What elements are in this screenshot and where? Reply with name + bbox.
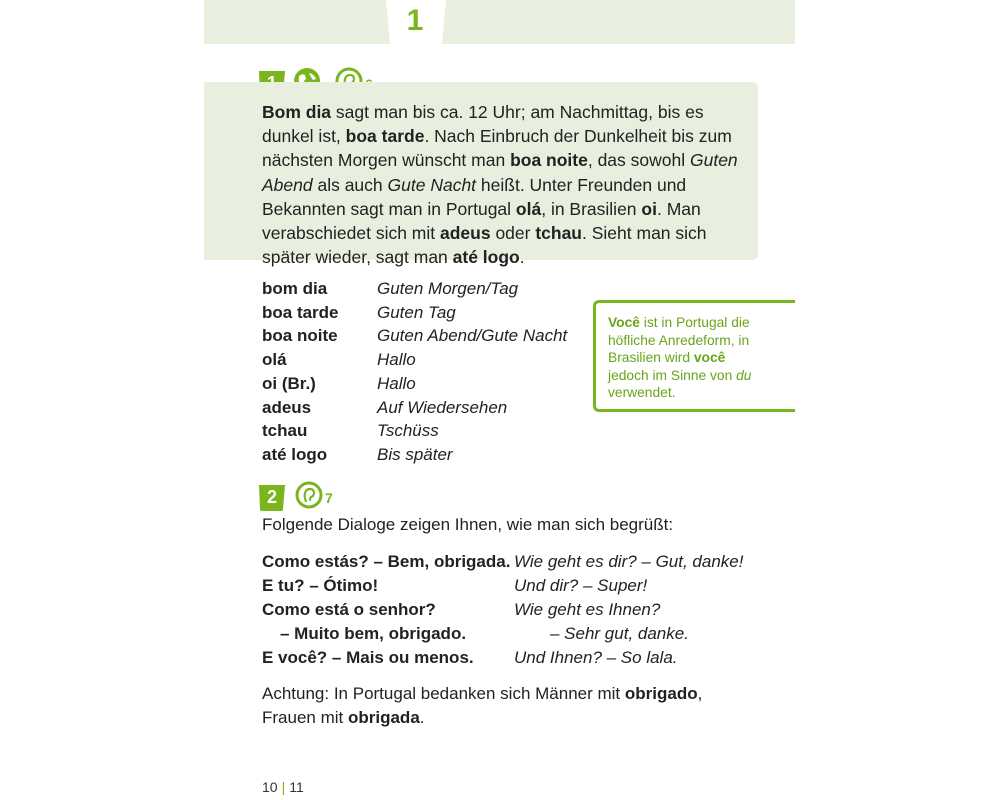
vocab-row: bom dia Guten Morgen/Tag <box>262 279 519 298</box>
dialog-row: Como estás? – Bem, obrigada. Wie geht es dir? – Gut, danke! <box>262 552 744 571</box>
vocab-row: olá Hallo <box>262 350 416 370</box>
dialog-row: Como está o senhor? Wie geht es Ihnen? <box>262 600 661 619</box>
audio-track-number: 7 <box>325 489 333 506</box>
dialog-row: E você? – Mais ou menos. Und Ihnen? – So lala. <box>262 648 678 667</box>
intro-paragraph: Bom dia sagt man bis ca. 12 Uhr; am Nachmittag, bis es dunkel ist, boa tarde. Nach Einbruch der Dunkelheit bis zum nächsten Morgen wünscht man boa noite, das sowohl Guten Abend als auch Gute Nacht heißt. Unter Freunden und Bekannten sagt man in Portugal olá, in Brasilien oi. Man verabschiedet sich mit adeus oder tchau. Sieht man sich später wieder, sagt man até logo. <box>262 102 738 268</box>
vocab-row: adeus Auf Wiedersehen <box>262 397 508 417</box>
dialog-row: – Muito bem, obrigado. – Sehr gut, danke. <box>280 624 689 643</box>
attention-paragraph: Achtung: In Portugal bedanken sich Männer mit obrigado, Frauen mit obrigada. <box>262 684 703 727</box>
ear-audio-icon[interactable] <box>295 481 323 514</box>
dialog-intro: Folgende Dialoge zeigen Ihnen, wie man sich begrüßt: <box>262 515 674 534</box>
chapter-header-band <box>204 0 795 44</box>
vocab-row: boa tarde Guten Tag <box>262 302 456 322</box>
vocab-row: tchau Tschüss <box>262 421 439 441</box>
vocab-row: oi (Br.) Hallo <box>262 373 416 393</box>
info-note-text: Você ist in Portugal die höfliche Anredeform, in Brasilien wird você jedoch im Sinne von du verwendet. <box>608 315 752 401</box>
section-2-marker <box>259 481 333 514</box>
dialog-list <box>262 550 743 670</box>
vocab-row: até logo Bis später <box>262 444 453 464</box>
section-2-badge: 2 <box>259 485 287 511</box>
dialog-row: E tu? – Ótimo! Und dir? – Super! <box>262 576 648 595</box>
chapter-number: 1 <box>406 4 424 37</box>
page-numbers: 10 | 11 <box>262 779 304 795</box>
vocabulary-list <box>262 277 567 467</box>
vocab-row: boa noite Guten Abend/Gute Nacht <box>262 326 568 346</box>
